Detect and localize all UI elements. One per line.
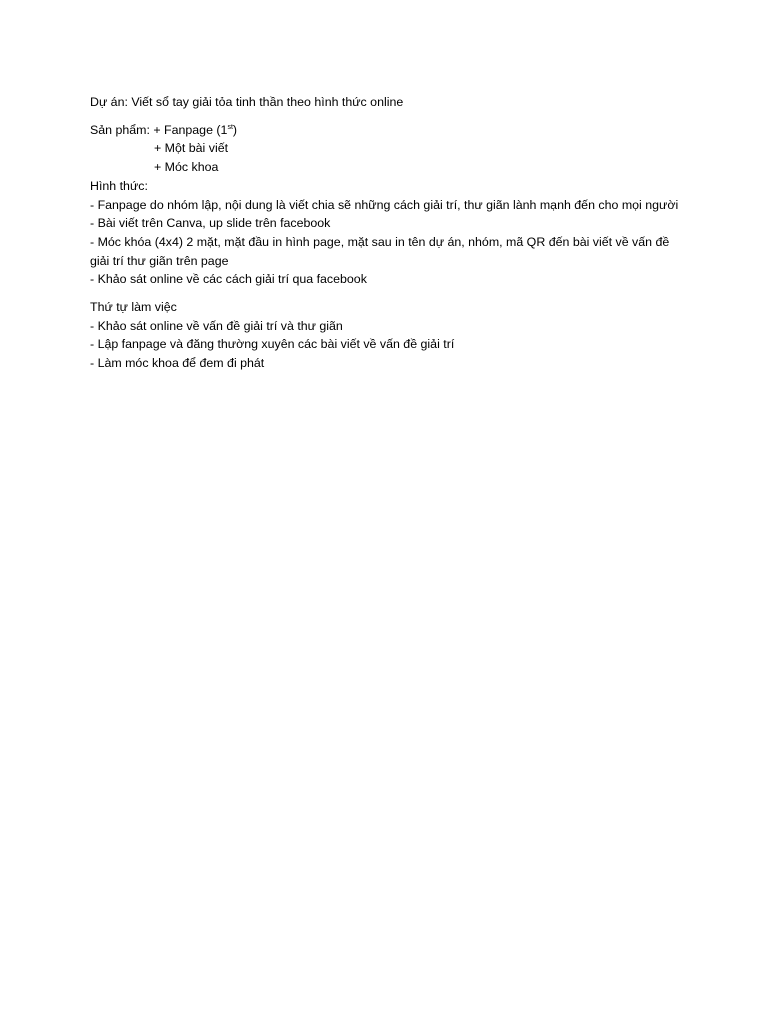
form-item-canva: - Bài viết trên Canva, up slide trên facebook <box>90 216 331 231</box>
products-superscript: st <box>227 123 233 131</box>
form-heading: Hình thức: <box>90 178 148 193</box>
project-line: Dự án: Viết sổ tay giải tỏa tinh thần theo hình thức online <box>90 95 404 109</box>
products-item-article: + Một bài viết <box>154 141 229 156</box>
form-item-fanpage: - Fanpage do nhóm lập, nội dung là viết chia sẽ những cách giải trí, thư giãn lành mạnh đến cho mọi người <box>90 197 679 212</box>
order-item-survey: - Khảo sát online về vấn đề giải trí và thư giãn <box>90 318 343 333</box>
order-item-fanpage: - Lập fanpage và đăng thường xuyên các bài viết về vấn đề giải trí <box>90 337 455 352</box>
document-body <box>90 93 690 373</box>
form-item-survey: - Khảo sát online về các cách giải trí qua facebook <box>90 272 367 287</box>
order-item-keychain: - Làm móc khoa để đem đi phát <box>90 356 265 371</box>
order-heading: Thứ tự làm việc <box>90 300 177 315</box>
products-paragraph <box>90 121 690 289</box>
project-title-paragraph <box>90 93 690 112</box>
form-item-keychain: - Móc khóa (4x4) 2 mặt, mặt đầu in hình page, mặt sau in tên dự án, nhóm, mã QR đến bài viết về vấn đề giải trí thư giãn trên page <box>90 234 670 268</box>
products-label: Sản phẩm: + Fanpage (1 <box>90 122 228 137</box>
products-close-paren: ) <box>232 122 238 137</box>
products-line-1 <box>90 121 690 140</box>
order-paragraph <box>90 298 690 373</box>
products-item-keychain: + Móc khoa <box>154 160 219 175</box>
